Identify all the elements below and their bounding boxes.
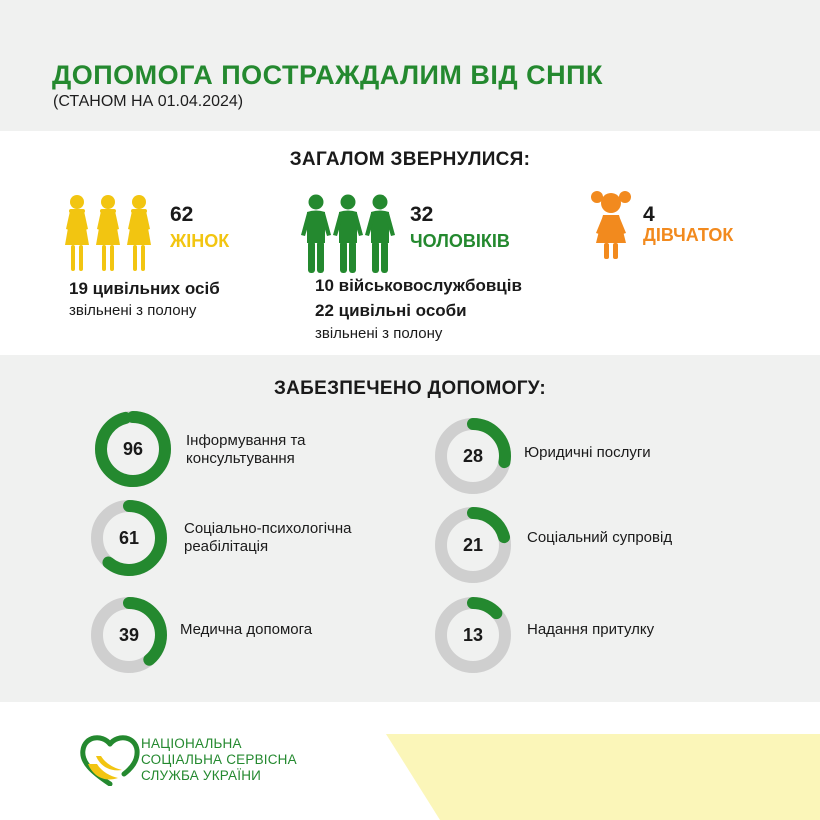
nsss-heart-logo-icon: [80, 734, 140, 786]
service-label-line: Юридичні послуги: [524, 444, 651, 461]
women-note: звільнені з полону: [69, 302, 197, 319]
service-label: [180, 621, 312, 639]
logo-line-3: СЛУЖБА УКРАЇНИ: [141, 768, 262, 783]
service-label-line: Соціальний супровід: [527, 529, 673, 546]
provided-heading: ЗАБЕЗПЕЧЕНО ДОПОМОГУ:: [273, 378, 547, 399]
girls-count: 4: [643, 203, 655, 226]
applied-section: [0, 131, 820, 355]
women-label: ЖІНОК: [170, 231, 230, 251]
logo-line-2: СОЦІАЛЬНА СЕРВІСНА: [141, 752, 297, 767]
applied-heading: ЗАГАЛОМ ЗВЕРНУЛИСЯ:: [289, 149, 531, 170]
service-label-line: консультування: [186, 450, 295, 467]
donut-value: 13: [462, 624, 484, 645]
men-note: звільнені з полону: [315, 325, 443, 342]
donut-value: 21: [462, 534, 484, 555]
service-label: [527, 529, 672, 547]
women-group-icon: [62, 193, 156, 275]
service-label: [184, 520, 351, 556]
men-military: 10 військовослужбовців: [315, 276, 522, 295]
service-label-line: Інформування та: [186, 432, 306, 449]
service-label-line: Соціально-психологічна: [184, 520, 352, 537]
donut-value: 61: [118, 527, 140, 548]
service-donut: [434, 417, 512, 495]
logo-line-1: НАЦІОНАЛЬНА: [141, 736, 242, 751]
men-label: ЧОЛОВІКІВ: [410, 231, 510, 251]
service-donut: [90, 596, 168, 674]
girls-label: ДІВЧАТОК: [643, 225, 734, 245]
service-donut: [94, 410, 172, 488]
page-subtitle: (СТАНОМ НА 01.04.2024): [53, 93, 244, 110]
service-label-line: Надання притулку: [527, 621, 655, 638]
women-count: 62: [170, 203, 194, 226]
service-label-line: реабілітація: [184, 538, 269, 555]
donut-value: 39: [118, 624, 140, 645]
men-civilians: 22 цивільні особи: [315, 301, 467, 320]
service-label: [524, 444, 651, 462]
service-label-line: Медична допомога: [180, 621, 313, 638]
service-donut: [434, 506, 512, 584]
donut-value: 96: [122, 438, 144, 459]
footer-section: [0, 702, 820, 820]
provided-section: [0, 356, 820, 702]
footer-logo-text: [141, 736, 297, 784]
page-title: ДОПОМОГА ПОСТРАЖДАЛИМ ВІД СНПК: [52, 60, 604, 90]
donut-value: 28: [462, 445, 484, 466]
men-count: 32: [410, 203, 434, 226]
service-label: [527, 621, 654, 639]
girl-icon: [589, 189, 633, 261]
women-civilians: 19 цивільних осіб: [69, 279, 220, 298]
service-donut: [90, 499, 168, 577]
header-section: [0, 0, 820, 130]
men-group-icon: [300, 193, 396, 277]
service-donut: [434, 596, 512, 674]
service-label: [186, 432, 306, 468]
